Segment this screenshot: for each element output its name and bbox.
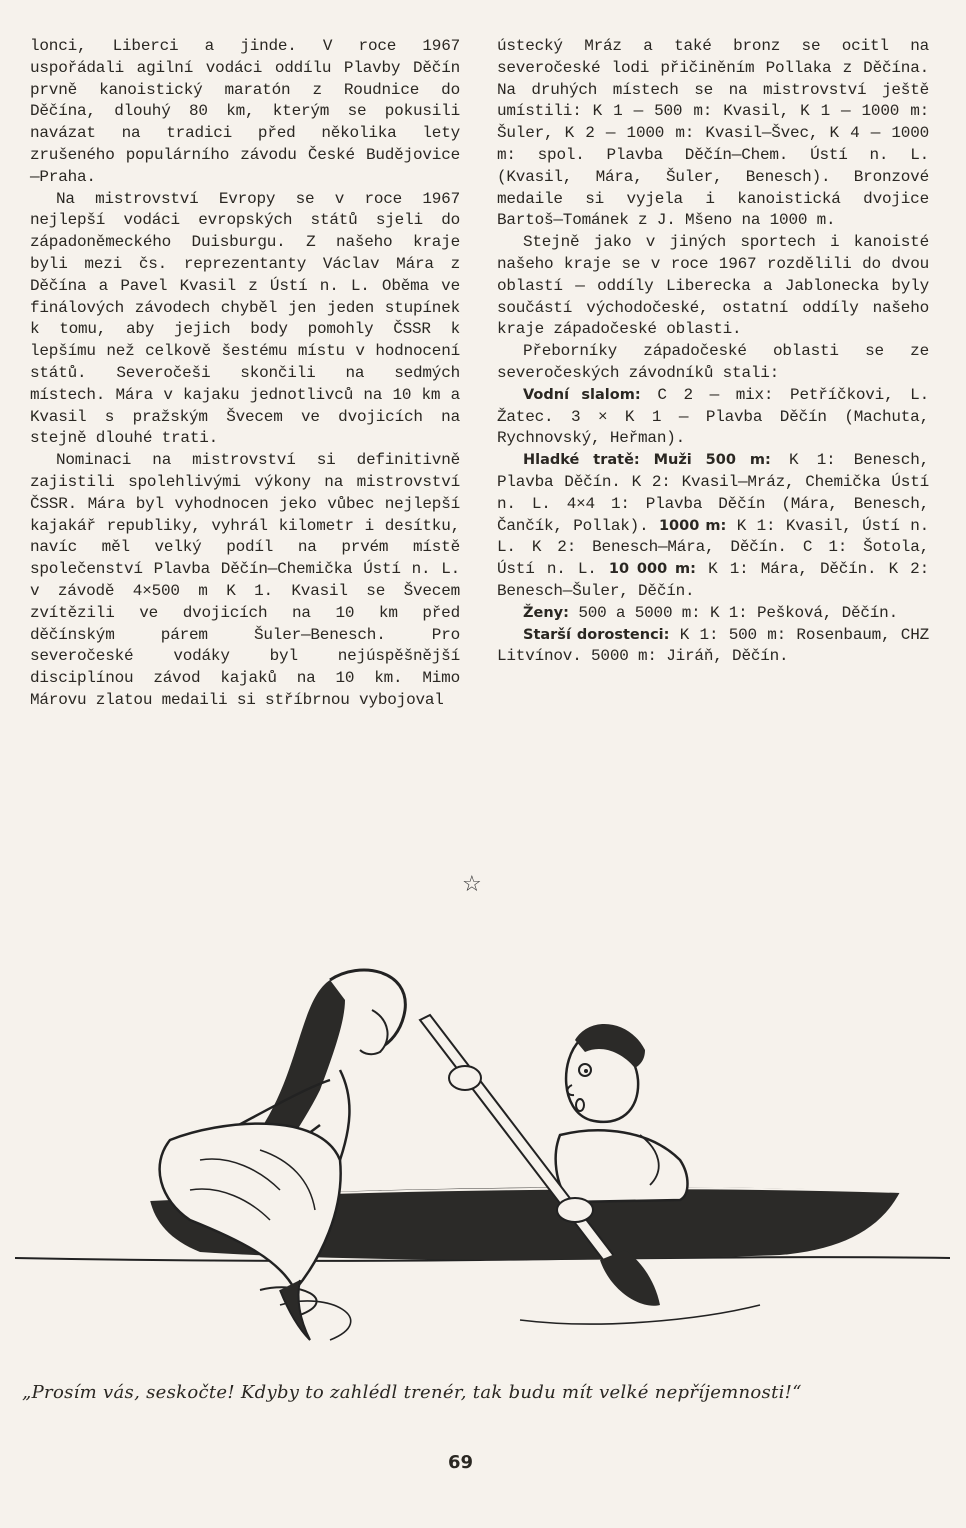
section-label: 1000 m: [658, 517, 727, 534]
results-flatwater [497, 450, 929, 603]
section-label: Ženy: [523, 604, 569, 621]
section-label: Starší dorostenci: [523, 626, 670, 643]
section-label: Hladké tratě: Muži 500 m: [523, 452, 771, 469]
results-text: C 2 — mix: Petříčkovi, L. Žatec. 3 × K 1 — Plavba Děčín (Machuta, Rychnovský, Heřman). [497, 385, 929, 448]
results-text: K 1: 500 m: Rosenbaum, CHZ Litvínov. 5000 m: Jiráň, Děčín. [497, 625, 930, 666]
paragraph: Na mistrovství Evropy se v roce 1967 nejlepší vodáci evropských států sjeli do západoněmeckého Duisburgu. Z našeho kraje byli mezi čs. reprezentanty Václav Mára z Děčína a Pavel Kvasil z Ústí n. L. Oběma ve finálových závodech chyběl jen jeden stupínek k tomu, aby jejich body pomohly ČSSR k lepšímu než celkově šestému místu v hodnocení států. Severočeši skončili na sedmých místech. Mára v kajaku jednotlivců na 10 km a Kvasil s pražským Švecem ve dvojicích na stejně dlouhé trati. [30, 189, 460, 448]
cartoon-caption: „Prosím vás, seskočte! Kdyby to zahlédl trenér, tak budu mít velké nepříjemnosti!“ [22, 1382, 802, 1403]
paragraph: Stejně jako v jiných sportech i kanoisté našeho kraje se v roce 1967 rozdělili do dvou oblastí — oddíly Liberecka a Jablonecka byly součástí východočeské, ostatní oddíly našeho kraje západočeské oblasti. [497, 233, 929, 339]
results-text: 500 a 5000 m: K 1: Pešková, Děčín. [568, 603, 898, 622]
section-label: Vodní slalom: [523, 386, 641, 403]
results-text: K 1: Benesch, Plavba Děčín. K 2: Kvasil—Mráz, Chemička Ústí n. L. 4×4 1: Plavba Děčín (Mára, Benesch, Čančík, Pollak). [497, 451, 929, 535]
star-separator-icon: ☆ [462, 872, 482, 897]
paragraph: lonci, Liberci a jinde. V roce 1967 uspořádali agilní vodáci oddílu Plavby Děčín prvně kanoistický maratón z Roudnice do Děčína, dlouhý 80 km, kterým se pokusili navázat na tradici před několika lety zrušeného populárního závodu České Budějovice—Praha. [30, 37, 460, 186]
results-slalom [497, 385, 929, 450]
results-juniors [497, 625, 929, 669]
left-text-column [30, 36, 460, 712]
results-text: K 1: Mára, Děčín. K 2: Benesch—Šuler, Děčín. [497, 560, 929, 600]
results-text: K 1: Kvasil, Ústí n. L. K 2: Benesch—Mára, Děčín. C 1: Šotola, Ústí n. L. [497, 516, 929, 579]
paragraph: ústecký Mráz a také bronz se ocitl na severočeské lodi přičiněním Pollaka z Děčína. Na druhých místech se na mistrovství ještě umístili: K 1 — 500 m: Kvasil, K 1 — 1000 m: Šuler, K 2 — 1000 m: Kvasil—Švec, K 4 — 1000 m: spol. Plavba Děčín—Chem. Ústí n. L. (Kvasil, Mára, Šuler, Benesch). Bronzové medaile si vyjela i kanoistická dvojice Bartoš—Tománek z J. Mšeno na 1000 m. [497, 37, 929, 230]
paragraph: Přeborníky západočeské oblasti se ze severočeských závodníků stali: [497, 342, 929, 382]
cartoon-illustration [0, 960, 966, 1360]
section-label: 10 000 m: [608, 561, 696, 578]
results-women [497, 603, 929, 625]
paragraph: Nominaci na mistrovství si definitivně zajistili spolehlivými výkony na mistrovství ČSSR. Mára byl vyhodnocen jeko vůbec nejlepší kajakář republiky, vyhrál kilometr i desítku, navíc měl velký podíl na prvém místě společenství Plavba Děčín—Chemička Ústí n. L. v závodě 4×500 m K 1. Kvasil se Švecem zvítězili ve dvojicích na 10 km před děčínským párem Šuler—Benesch. Pro severočeské vodáky byl nejúspěšnější disciplínou závod kajaků na 10 km. Mimo Márovu zlatou medaili si stříbrnou vybojoval [30, 451, 460, 709]
page-number: 69 [448, 1452, 474, 1473]
right-text-column [497, 36, 929, 668]
